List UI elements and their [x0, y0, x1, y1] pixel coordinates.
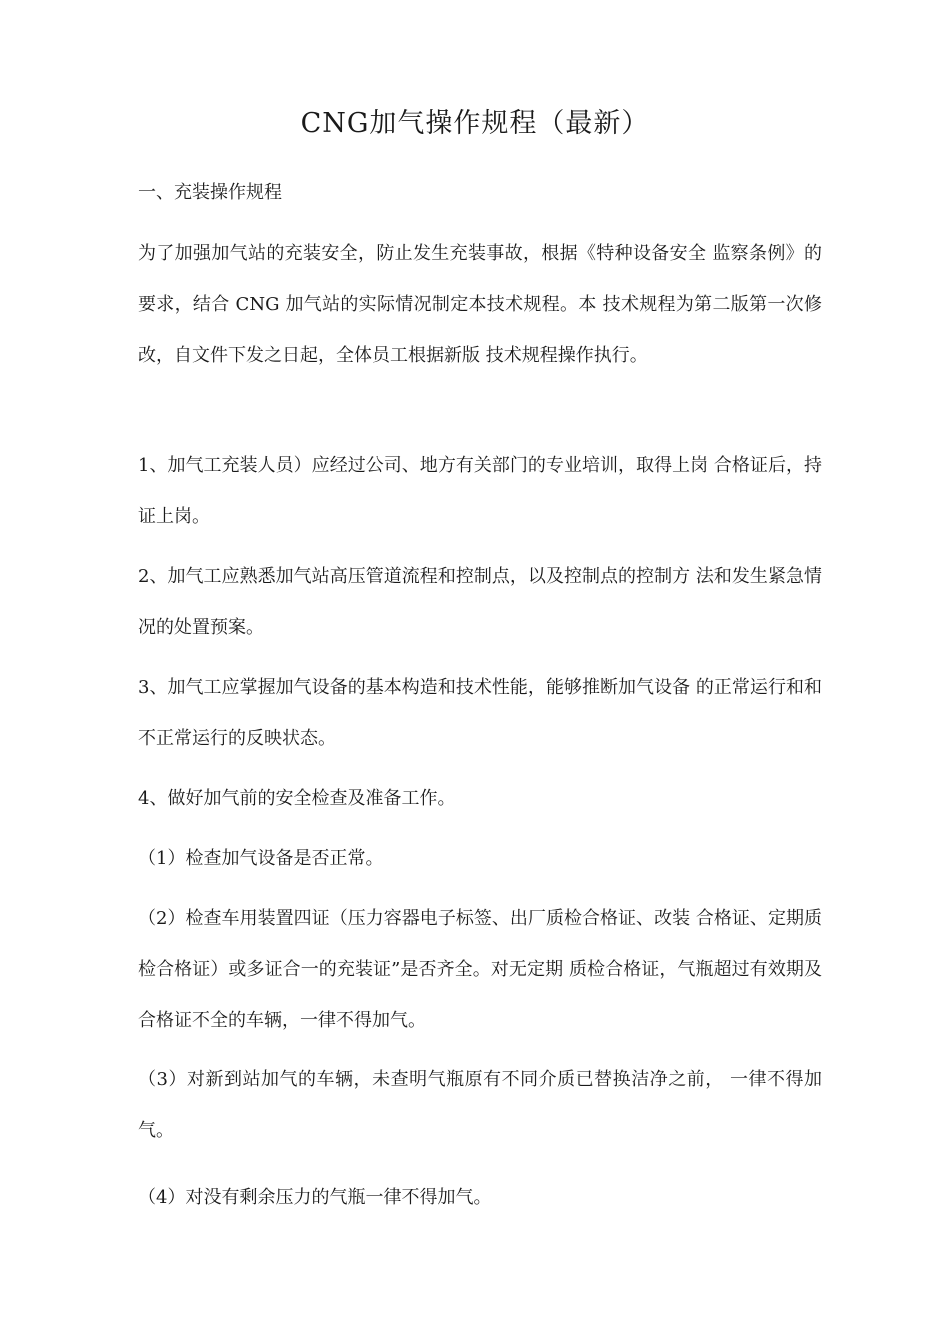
paragraph-subitem-1: （1）检查加气设备是否正常。 [138, 848, 384, 869]
paragraph-item-3: 3、加气工应掌握加气设备的基本构造和技术性能，能够推断加气设备 的正常运行和和不正常运行的反映状态。 [138, 677, 822, 749]
paragraph-item-1: 1、加气工充装人员）应经过公司、地方有关部门的专业培训，取得上岗 合格证后，持证上岗。 [138, 455, 822, 527]
paragraph-subitem-2: （2）检查车用装置四证（压力容器电子标签、出厂质检合格证、改装 合格证、定期质检合格证）或多证合一的充装证”是否齐全。对无定期 质检合格证，气瓶超过有效期及合格证不全的车辆，一律不得加气。 [138, 908, 822, 1031]
paragraph-intro: 为了加强加气站的充装安全，防止发生充装事故，根据《特种设备安全 监察条例》的要求，结合 CNG 加气站的实际情况制定本技术规程。本 技术规程为第二版第一次修改，自文件下发之日起，全体员工根据新版 技术规程操作执行。 [138, 243, 822, 366]
document-title: CNG加气操作规程（最新） [300, 108, 650, 139]
section-heading: 一、充装操作规程 [138, 182, 282, 203]
paragraph-subitem-3: （3）对新到站加气的车辆，未查明气瓶原有不同介质已替换洁净之前， 一律不得加气。 [138, 1069, 822, 1141]
paragraph-item-2: 2、加气工应熟悉加气站高压管道流程和控制点，以及控制点的控制方 法和发生紧急情况的处置预案。 [138, 566, 822, 638]
paragraph-subitem-4: （4）对没有剩余压力的气瓶一律不得加气。 [138, 1187, 492, 1208]
paragraph-item-4: 4、做好加气前的安全检查及准备工作。 [138, 788, 456, 809]
